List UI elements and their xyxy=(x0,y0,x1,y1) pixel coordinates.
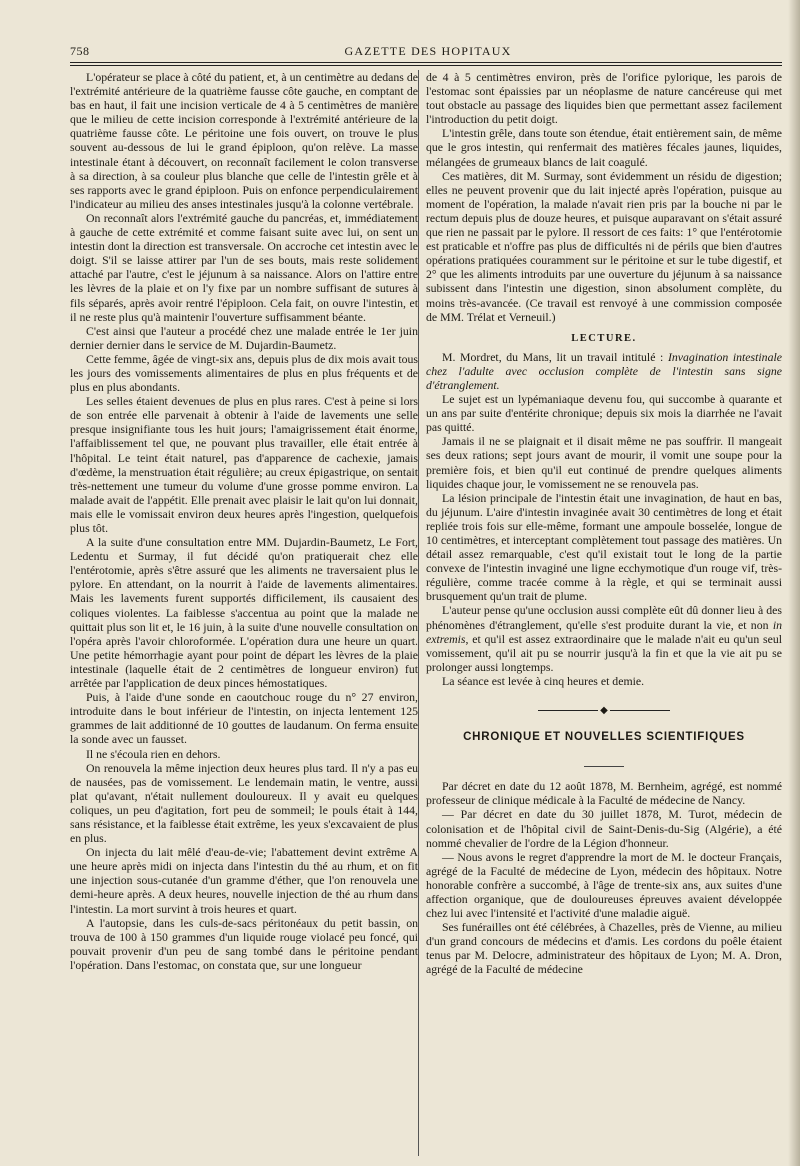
paragraph: de 4 à 5 centimètres environ, près de l'orifice pylorique, les parois de l'estomac sont épaissies par un néoplasme de nature cancéreuse qui met tout obstacle au passage des liquides bien que permettant assez facilement l'introduction du petit doigt. xyxy=(426,70,782,127)
paragraph: — Nous avons le regret d'apprendre la mort de M. le docteur Français, agrégé de la Faculté de médecine de Lyon, médecin des hôpitaux. Notre honorable confrère a succombé, à l'âge de trente-six ans, aux suites d'une affection organique, que de douloureuses épreuves avaient développée chez lui avec l'intensité et l'activité d'une maladie aiguë. xyxy=(426,849,782,921)
paragraph: Cette femme, âgée de vingt-six ans, depuis plus de dix mois avait tous les jours des vomissements alimentaires de plus en plus fréquents et de plus en plus abondants. xyxy=(70,351,418,395)
paragraph: Les selles étaient devenues de plus en plus rares. C'est à peine si lors de son entrée elle parvenait à obtenir à l'aide de lavements une selle presque insignifiante tous les huit jours; l'amaigrissement était énorme, l'affaiblissement tel que, ne pouvant plus travailler, elle était entrée à l'hôpital. Le teint était naturel, pas d'apparence de cachexie, jamais d'œdème, la menstruation était régulière; au creux épigastrique, on sentait très-nettement une tumeur du volume d'une grosse pomme environ. La malade avait de l'appétit. Elle prenait avec plaisir le lait qu'on lui donnait, mais elle le vomissait environ deux heures après l'ingestion, quelquefois plus tôt. xyxy=(70,394,418,535)
paragraph: L'intestin grêle, dans toute son étendue, était entièrement sain, de même que le gros intestin, qui renfermait des matières fécales jaunes, liquides, mélangées de grumeaux blancs de lait coagulé. xyxy=(426,126,782,169)
section-separator: ◆ xyxy=(426,704,782,718)
paragraph: Il ne s'écoula rien en dehors. xyxy=(86,746,221,761)
lecture-intro-text: M. Mordret, du Mans, lit un travail intitulé : xyxy=(442,349,668,364)
paragraph: Le sujet est un lypémaniaque devenu fou, qui succombe à quarante et un ans par suite d'entérite chronique; depuis six mois la diarrhée ne l'avait pas quitté. xyxy=(426,392,782,435)
closing-line: La séance est levée à cinq heures et demie. xyxy=(442,673,645,688)
lecture-heading: LECTURE. xyxy=(571,332,637,344)
page-header xyxy=(70,40,786,62)
short-rule xyxy=(584,766,624,767)
lecture-title: Invagination intestinale chez l'adulte avec occlusion complète de l'intestin sans signe d'étranglement. xyxy=(426,349,782,392)
text-run: , et qu'il est assez extraordinaire que le malade n'ait eu qu'un seul vomissement, qu'il ait pu se nourrir jusqu'à la fin et que la vie ait pu se prolonger aussi longtemps. xyxy=(426,631,782,674)
paragraph: — Par décret en date du 30 juillet 1878, M. Turot, médecin de colonisation et de l'hôpital civil de Saint-Denis-du-Sig (Algérie), a été nommé chevalier de l'ordre de la Légion d'honneur. xyxy=(426,807,782,850)
chronique-heading: CHRONIQUE ET NOUVELLES SCIENTIFIQUES xyxy=(463,731,745,744)
paragraph: A la suite d'une consultation entre MM. Dujardin-Baumetz, Le Fort, Ledentu et Surmay, il fut décidé qu'on pratiquerait chez elle l'entérotomie, après s'être assuré que les aliments ne traversaient plus le pylore. En attendant, on la nourrit à l'aide de lavements alimentaires. Mais les lavements furent supportés difficilement, ils causaient des coliques violentes. La faiblesse s'accentua au point que la malade ne quittait plus son lit et, le 16 juin, à la suite d'une nouvelle consultation on l'opéra après l'avoir chloroformée. L'opération dura une heure un quart. Une petite hémorrhagie ayant pour point de départ les lèvres de la plaie intestinale (laquelle était de 2 centimètres de longueur environ) fut arrêtée par l'application de deux pinces hémostatiques. xyxy=(70,535,418,691)
paragraph: C'est ainsi que l'auteur a procédé chez une malade entrée le 1er juin dernier dernier dans le service de M. Dujardin-Baumetz. xyxy=(70,323,418,352)
paragraph: A l'autopsie, dans les culs-de-sacs péritonéaux du petit bassin, on trouva de 100 à 150 grammes d'un liquide rouge violacé peu foncé, qui pouvait provenir d'un peu de sang tombé dans le péritoine pendant l'opération. Dans l'estomac, on constata que, sur une longueur xyxy=(70,915,418,972)
paragraph: Ses funérailles ont été célébrées, à Chazelles, près de Vienne, au milieu d'un grand concours de médecins et d'amis. Les cordons du poêle étaient tenus par M. Delocre, administrateur des hôpitaux de Lyon; M. A. Dron, agrégé de la Faculté de médecine xyxy=(426,920,782,977)
page-edge-shadow xyxy=(788,0,800,1166)
right-column xyxy=(426,70,782,977)
paragraph: L'opérateur se place à côté du patient, et, à un centimètre au dedans de l'extrémité antérieure de la quatrième fausse côte gauche, en comptant de bas en haut, il fait une incision verticale de 4 à 5 centimètres de manière que le milieu de cette incision corresponde à l'extrémité antérieure de la quatrième fausse côte. Le péritoine une fois ouvert, on trouve le plus souvent au-dessous de lui le grand épiploon, qu'on relève. La masse intestinale étant à découvert, on reconnaît facilement le colon transverse à sa direction, à sa couleur plus blanche que celle de l'intestin grêle et à ses rapports avec le grand épiploon. Puis on enfonce perpendiculairement l'indicateur au milieu des anses intestinales jusqu'à la colonne vertébrale. xyxy=(70,70,418,211)
paragraph: On renouvela la même injection deux heures plus tard. Il n'y a pas eu de nausées, pas de vomissement. Le lendemain matin, le ventre, aussi plat qu'avant, n'était nullement douloureux. Il y avait eu quelques coliques, un peu d'agitation, fort peu de sommeil; le pouls était à 144, sans résistance, et la faiblesse était extrême, les yeux s'excavaient de plus en plus. xyxy=(70,760,418,846)
left-column xyxy=(70,70,418,972)
paragraph: Par décret en date du 12 août 1878, M. Bernheim, agrégé, est nommé professeur de clinique médicale à la Faculté de médecine de Nancy. xyxy=(426,779,782,808)
paragraph: Jamais il ne se plaignait et il disait même ne pas souffrir. Il mangeait ses deux rations; sept jours avant de mourir, il vomit une soupe pour la première fois, et bien qu'il eut continué de prendre quelques aliments liquides chaque jour, le vomissement ne se renouvela pas. xyxy=(426,434,782,491)
paragraph: Puis, à l'aide d'une sonde en caoutchouc rouge du n° 27 environ, introduite dans le bout inférieur de l'intestin, on injecta lentement 125 grammes de lait additionné de 10 gouttes de laudanum. On ferma ensuite la sonde avec un fausset. xyxy=(70,690,418,747)
column-divider xyxy=(418,70,419,1156)
page-number: 758 xyxy=(70,44,90,58)
journal-title: GAZETTE DES HOPITAUX xyxy=(344,44,512,58)
header-rule-bottom xyxy=(70,65,782,66)
text-run: L'auteur pense qu'une occlusion aussi complète eût dû donner lieu à des phénomènes d'étranglement, qu'elle s'est produite durant la vie, et non xyxy=(426,603,782,632)
italic-phrase: in extremis xyxy=(426,617,782,646)
lecture-intro xyxy=(426,350,782,392)
paragraph: Ces matières, dit M. Surmay, sont évidemment un résidu de digestion; elles ne peuvent provenir que du lait injecté après l'opération, puisque au moment de l'opération, la malade n'avait rien pris par la bouche ni par le rectum depuis plus de douze heures, et puisque auparavant on s'était assuré que rien ne passait par le pylore. Il ressort de ces faits: 1° que l'entérotomie est praticable et n'offre pas plus de difficultés ni de périls que bien d'autres opérations pratiquées couramment sur le péritoine et sur le tube digestif, et 2° que les aliments introduits par une ouverture du jéjunum à sa naissance subissent dans l'intestin une digestion, sinon absolument complète, du moins très-avancée. (Ce travail est renvoyé à une commission composée de MM. Trélat et Verneuil.) xyxy=(426,168,782,324)
paragraph: La lésion principale de l'intestin était une invagination, de haut en bas, du jéjunum. L'aire d'intestin invaginée avait 30 centimètres de long et était repliée trois fois sur elle-même, formant une ampoule bosselée, longue de 10 centimètres, et interceptant complètement tout passage des matières. Un détail assez remarquable, c'est qu'il existait tout le long de la partie convexe de l'intestin invaginé une ligne ecchymotique d'un rouge vif, très-régulière, comme tracée comme à la règle, et qui se terminait aussi brusquement qu'un trait de plume. xyxy=(426,490,782,604)
paragraph xyxy=(426,603,782,673)
paragraph: On reconnaît alors l'extrémité gauche du pancréas, et, immédiatement à gauche de cette extrémité et comme faisant suite avec lui, on sent un intestin dont la direction est transversale. On accroche cet intestin avec le doigt. S'il se laisse attirer par l'un de ses bouts, mais reste solidement attaché par l'autre, c'est le jéjunum à sa naissance. Alors on l'attire entre les lèvres de la plaie et on l'y fixe par un nombre suffisant de sutures à fils séparés, après avoir rentré l'épiploon. Cela fait, on ouvre l'intestin, et il ne reste plus qu'à maintenir l'ouverture suffisamment béante. xyxy=(70,210,418,324)
header-rule-top xyxy=(70,62,782,63)
paragraph: On injecta du lait mêlé d'eau-de-vie; l'abattement devint extrême A une heure après midi on injecta dans l'intestin du thé au rhum, et on fit une injection sous-cutanée d'un gramme d'éther, que l'on renouvela une demi-heure après. A deux heures, nouvelle injection de thé au rhum dans l'intestin. La mort survint à trois heures et quart. xyxy=(70,845,418,916)
